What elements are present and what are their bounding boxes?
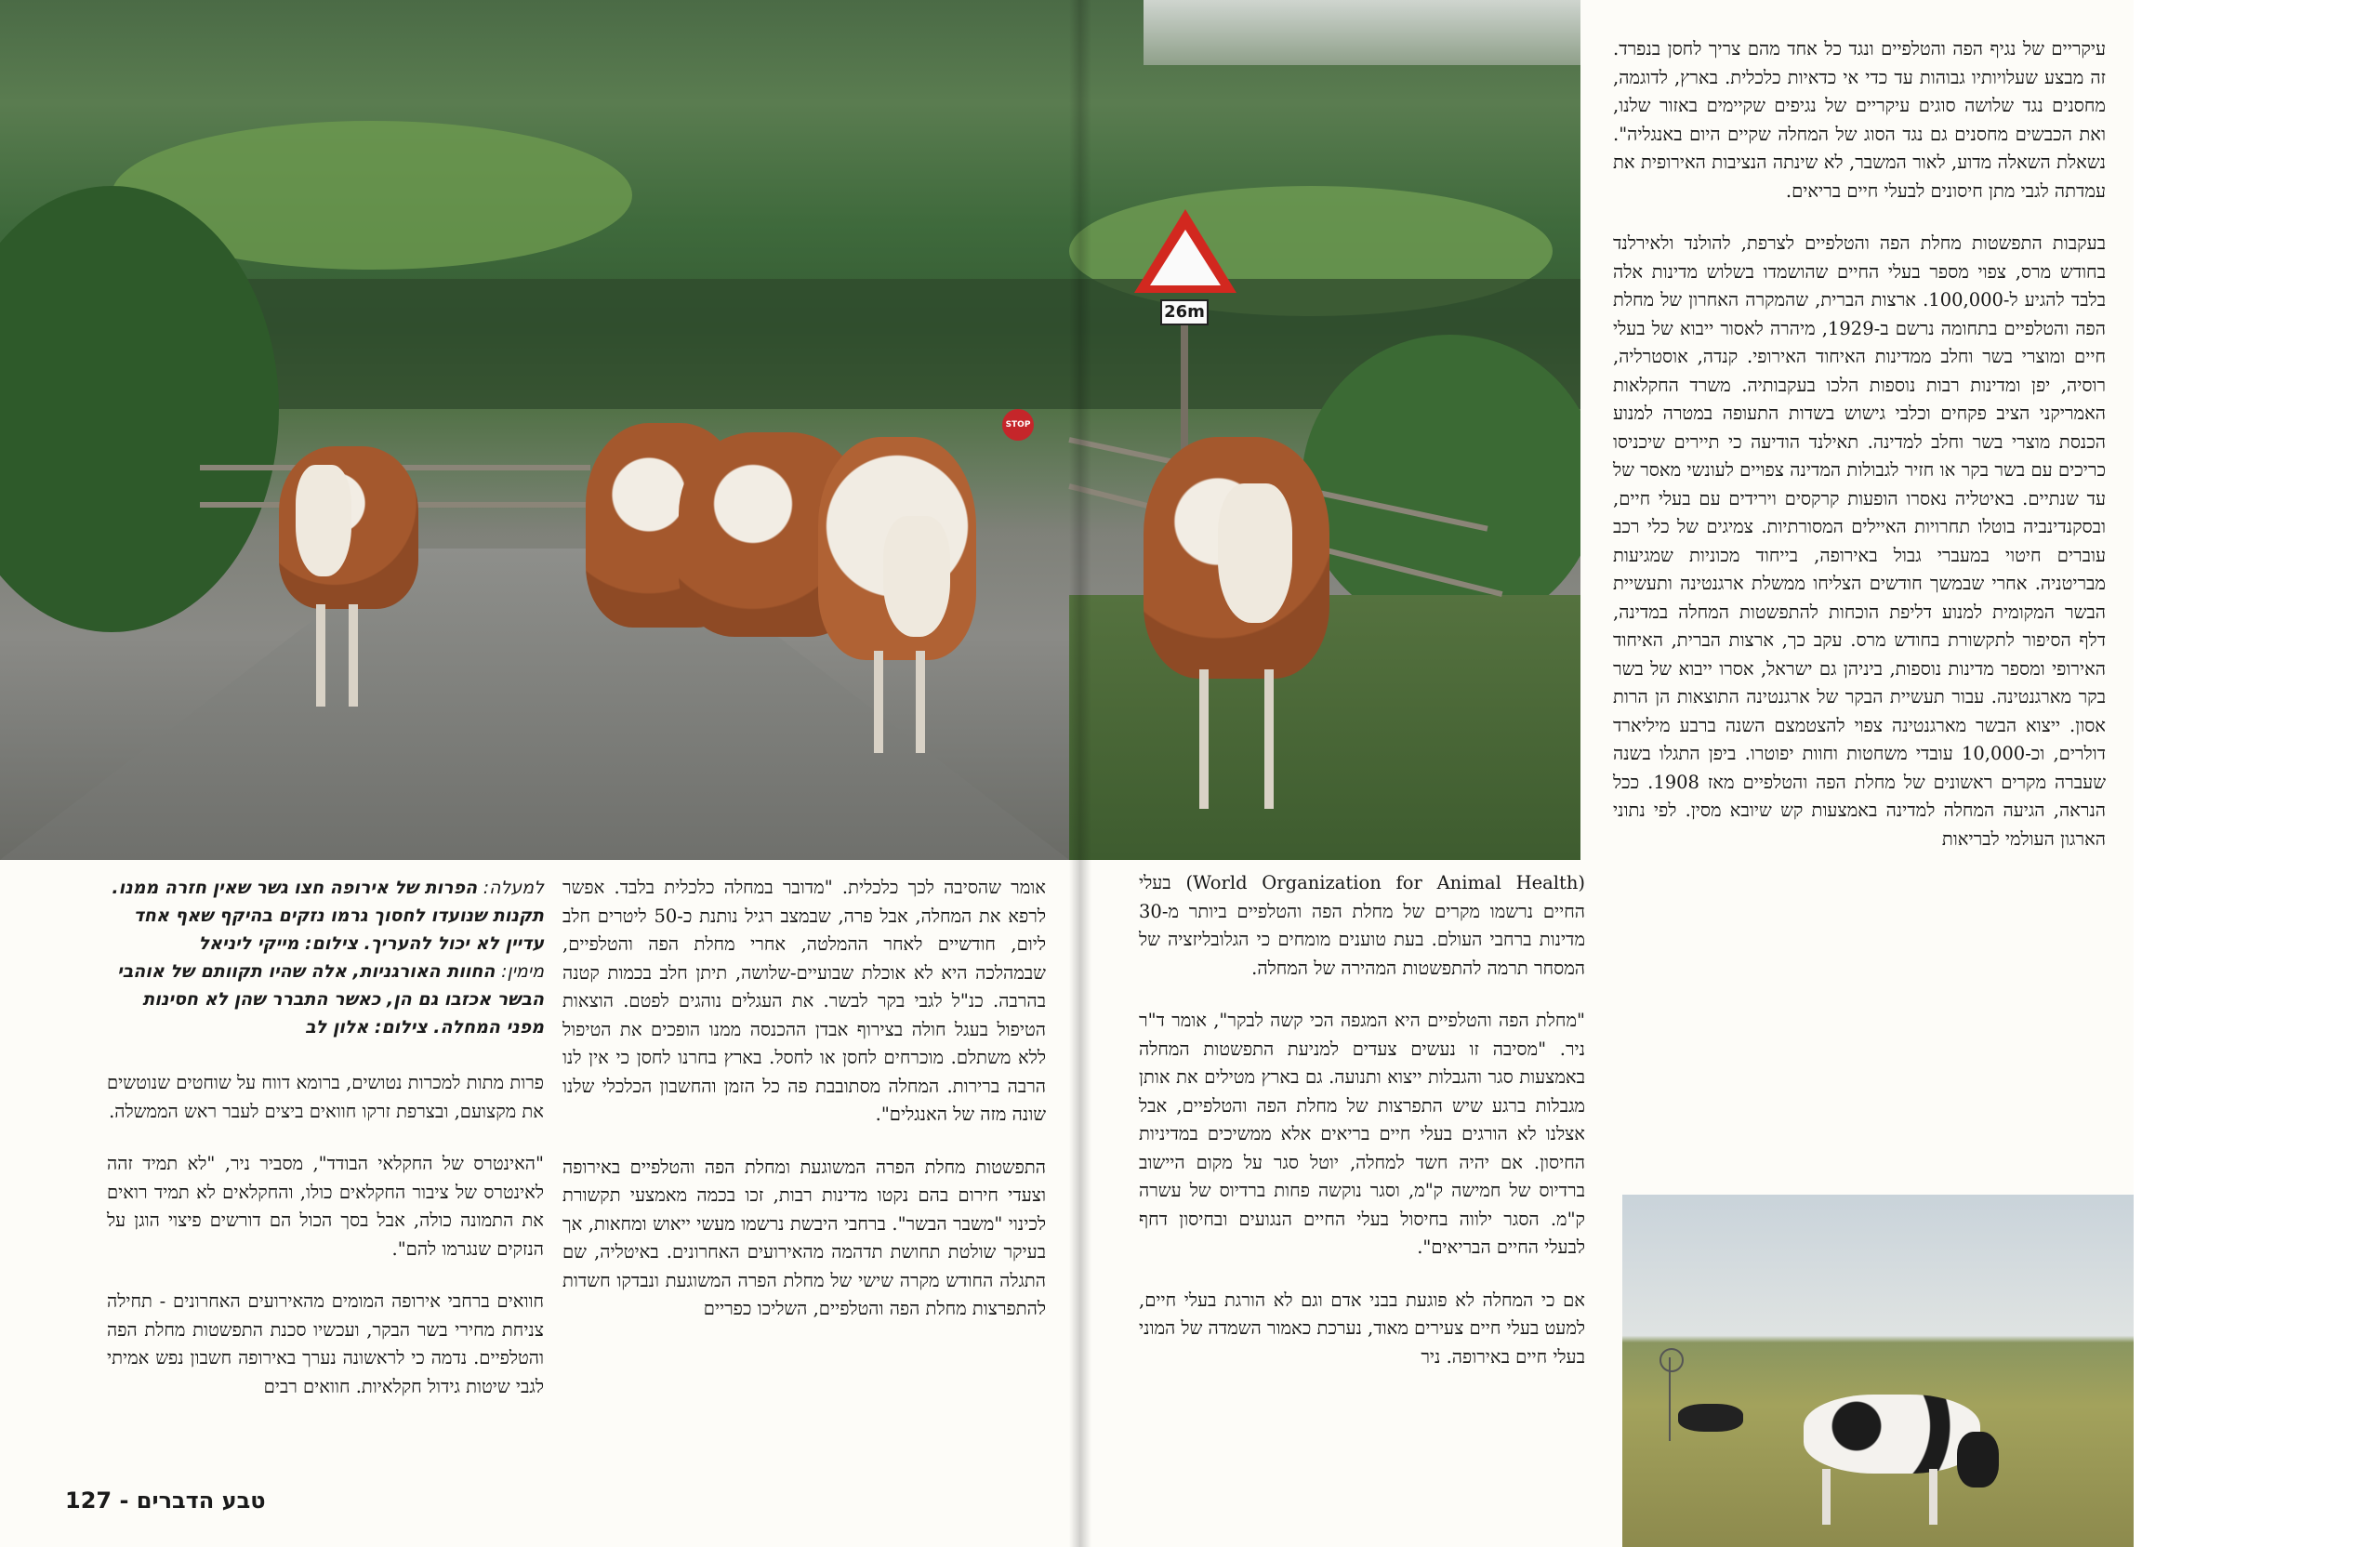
grazing-cow-head	[1957, 1432, 1999, 1488]
cow-head	[1218, 483, 1292, 623]
grazing-cow-leg	[1929, 1469, 1937, 1525]
article-paragraph: התפשטות מחלת הפרה המשוגעת ומחלת הפה והטלפיים באירופה וצעדי חירום בהם נקטו מדינות רבות, זכו בכמה מאמצעי תקשורת לכינוי "משבר הבשר". ברחבי היבשת נרשמו מעשי ייאוש ומחאות, אך בעיקר שולטת תחושת תדהמה מהאירועים האחרונים. באיטליה, שם התגלה החודש מקרה שישי של מחלת הפרה המשוגעת ונבדקו חשדות להתפרצות מחלת הפה והטלפיים, השליכו כפריים	[562, 1156, 1046, 1319]
article-paragraph: עיקריים של נגיף הפה והטלפיים ונגד כל אחד מהם צריך לחסן בנפרד. זה מבצע שעלויותיו גבוהות עד כדי אי כדאיות כלכלית. בארץ, לדוגמה, מחסנים נגד שלושה סוגים עיקריים של נגיפים שקיימים באזור שלנו, ואת הכבשים מחסנים גם נגד הסוג של המחלה שקיים היום באנגליה". נשאלת השאלה מדוע, לאור המשבר, לא שינתה הנציבות האירופית את עמדתה לגבי מתן חיסונים לבעלי חיים בריאים.	[1613, 38, 2106, 202]
cow-head	[296, 465, 351, 576]
article-paragraph: חוואים ברחבי אירופה המומים מהאירועים האחרונים - תחילה צניחת מחירי בשר הבקר, ועכשיו סכנת התפשטות מחלת הפה והטלפיים. נדמה כי לראשונה נערך באירופה חשבון נפש אמיתי לגבי שיטות גידול חקלאיות. חוואים רבים	[107, 1290, 544, 1397]
article-paragraph: אומר שהסיבה לכך כלכלית. "מדובר במחלה כלכלית בלבד. אפשר לרפא את המחלה, אבל פרה, שבמצב רגיל נותנת כ-50 ליטרים חלב ליום, חודשיים לאחר ההמלטה, אחרי מחלת הפה והטלפיים, שבמהלכה היא לא אוכלת שבועיים-שלושה, תיתן חלב בכמות קטנה בהרבה. כנ"ל לגבי בקר לבשר. את העגלים נוהגים לפטם. הוצאות הטיפול בעגל חולה בצירוף אבדן ההכנסה ממנו הופכים את הטיפול ללא משתלם. מוכרחים לחסן או לחסל. בארץ בחרנו לחסן כי אין לנו הרבה ברירות. המחלה מסתובבת פה כל הזמן והחשבון הכלכלי שלנו שונה מזה של האנגלים".	[562, 877, 1046, 1125]
right-margin	[2134, 0, 2380, 1547]
footer-separator: -	[119, 1488, 129, 1514]
photo-tree-right	[1302, 335, 1580, 632]
stop-sign: STOP	[1002, 409, 1034, 441]
page-number: 127	[65, 1488, 112, 1514]
page-gutter	[1069, 0, 1091, 1547]
article-paragraph	[1139, 869, 1585, 983]
cow-leg	[874, 651, 883, 753]
windmill-wheel	[1659, 1348, 1684, 1372]
cow-leg	[349, 604, 358, 707]
article-column-1	[107, 1069, 544, 1425]
article-paragraph: פרות מתות למכרות נטושים, ברומא דווח על שוחטים שנוטשים את מקצועם, ובצרפת זרקו חוואים ביצים לעבר ראש הממשלה.	[107, 1072, 544, 1122]
article-column-2	[562, 874, 1046, 1348]
grazing-cow-leg	[1822, 1469, 1831, 1525]
main-photo-cows-on-bridge	[0, 0, 1580, 860]
caption-top-text: הפרות של אירופה חצו גשר שאין חזרה ממנו. תקנות שנועדו לחסוך גרמו נזקים בהיקף שאף אחד עדיין לא יכול להעריך. צילום: מייקי ליניאל	[112, 878, 544, 954]
article-paragraph: "האינטרס של החקלאי הבודד", מסביר ניר, "לא תמיד זהה לאינטרס של ציבור החקלאים כולו, והחקלאים לא תמיד רואים את התמונה כולה, אבל בסך הכול הם דורשים פיצוי הוגן על הנזקים שנגרמו להם".	[107, 1153, 544, 1260]
cow-leg	[316, 604, 325, 707]
caption-left-text: החוות האורגניות, אלה שהיו תקוותם של אוהבי הבשר אכזבו גם הן, כאשר התברר שהן לא חסינות מפני המחלה. צילום: אלון לב	[117, 961, 544, 1038]
article-paragraph: בעקבות התפשטות מחלת הפה והטלפיים לצרפת, להולנד ולאירלנד בחודש מרס, צפוי מספר בעלי החיים שהושמדו בשלוש מדינות אלה בלבד להגיע ל-100,000. ארצות הברית, שהמקרה האחרון של מחלת הפה והטלפיים בתחומה נרשם ב-1929, מיהרה לאסור ייבוא של בעלי חיים ומוצרי בשר וחלב ממדינות האיחוד האירופי. קנדה, אוסטרליה, רוסיה, יפן ומדינות רבות נוספות הלכו בעקבותיה. משרד החקלאות האמריקני הציב פקחים וכלבי גישוש בשדות התעופה במטרה למנוע הכנסת מוצרי בשר וחלב למדינה. תאילנד הודיעה כי תיירים שיכניסו כריכים עם בשר בקר או חזיר לגבולות המדינה צפויים לעונשי מאסר של עד שנתיים. באיטליה נאסרו הופעות קרקסים וירידים עם בעלי חיים, ובסקנדינביה בוטלו תחרויות האיילים המסורתיות. צמיגים של כלי רכב עוברים חיטוי במעברי גבול באירופה, בייחוד מכוניות שמגיעות מבריטניה. אחרי שבמשך חודשים הצליחו ממשלת ארגנטינה ותעשיית הבשר המקומית למנוע דליפת הוכחות להתפשטות המחלה במדינה, דלף הסיפור לתקשורת בחודש מרס. עקב כך, ארצות הברית, האיחוד האירופי ומספר מדינות נוספות, ביניהן גם ישראל, אסרו ייבוא של בשר בקר מארגנטינה. עבור תעשיית הבקר של ארגנטינה התוצאות הן הרות אסון. ייצוא הבשר מארגנטינה צפוי להצטמצם השנה ברבע מיליארד דולרים, וכ-10,000 עובדי משחטות וחוות יפוטרו. ביפן התגלו בשנה שעברה מקרים ראשונים של מחלת הפה והטלפיים מאז 1908. ככל הנראה, הגיעה המחלה למדינה באמצעות קש שיובא מסין. לפי נתוני הארגון העולמי לבריאות	[1613, 232, 2107, 850]
small-photo-grazing-cow	[1622, 1195, 2134, 1547]
article-text: בעלי החיים נרשמו מקרים של מחלת הפה והטלפיים ביותר מ-30 מדינות ברחבי העולם. בעת טוענים מומחים כי הגלובליזציה של המסחר תרמה להתפשטות המהירה של המחלה.	[1139, 872, 1585, 979]
grazing-cow	[1804, 1395, 1980, 1474]
article-column-4	[1613, 35, 2106, 878]
photo-sky	[1144, 0, 1580, 65]
article-paragraph: "מחלת הפה והטלפיים היא המגפה הכי קשה לבקר", אומר ד"ר ניר. "מסיבה זו נעשים צעדים למניעת התפשטות המחלה באמצעות סגר והגבלות ייצוא ותנועה. גם בארץ מטילים את אותן מגבלות ברגע שיש התפרצות של מחלת הפה והטלפיים, אבל אצלנו לא הורגים בעלי חיים בריאים אלא ממשיכים במדיניות החיסון. אם יהיה חשד למחלה, יוטל סגר על מקום היישוב ברדיוס של חמישה ק"מ, וסגר נוקשה פחות ברדיוס של עשרה ק"מ. הסגר ילווה בחיסול בעלי החיים הנגועים ובחיסון דחף לבעלי החיים הבריאים".	[1139, 1010, 1585, 1258]
caption-top	[107, 874, 544, 958]
caption-top-label: למעלה:	[483, 878, 544, 898]
page-footer	[65, 1488, 266, 1514]
cow-leg	[916, 651, 925, 753]
photo-caption	[107, 874, 544, 1041]
magazine-name: טבע הדברים	[136, 1488, 266, 1514]
caption-left	[107, 958, 544, 1041]
caption-left-label: מימין:	[501, 961, 544, 982]
article-paragraph: אם כי המחלה לא פוגעת בבני אדם וגם לא הורגת בעלי חיים, למעט בעלי חיים צעירים מאוד, נערכת כאמור השמדה של המוני בעלי חיים באירופה. ניר	[1139, 1289, 1585, 1368]
cow-leg	[1264, 669, 1274, 809]
railway-warning-sign-inner	[1150, 230, 1221, 285]
distance-sign: 26m	[1160, 299, 1209, 325]
org-name-english: (World Organization for Animal Health)	[1185, 872, 1585, 893]
distant-cows	[1678, 1404, 1743, 1432]
cow-head	[883, 516, 950, 637]
cow-leg	[1199, 669, 1209, 809]
article-column-3	[1139, 869, 1585, 1395]
